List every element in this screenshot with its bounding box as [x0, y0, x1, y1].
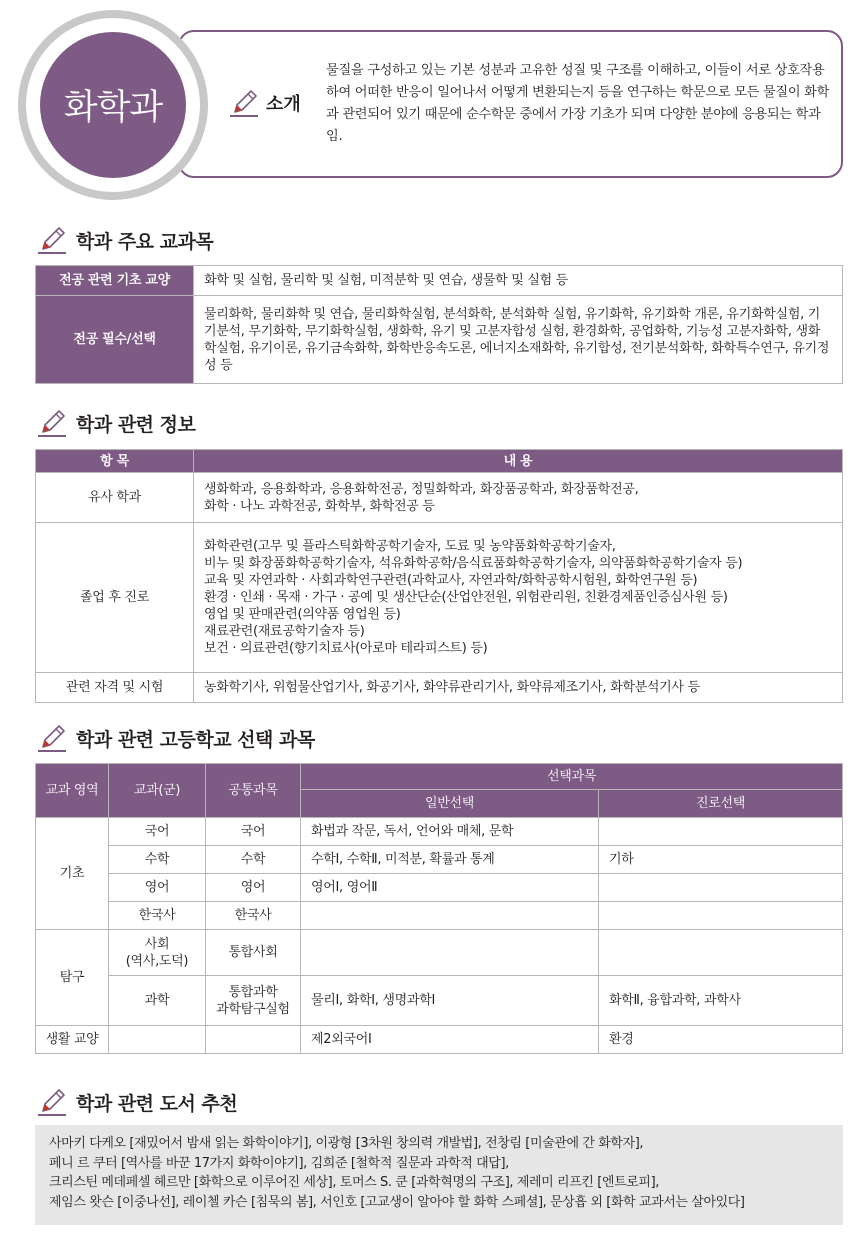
common-cell: 통합사회	[206, 930, 301, 976]
group-cell: 수학	[109, 846, 206, 874]
col-item-header: 항 목	[36, 450, 194, 473]
general-cell: 제2외국어Ⅰ	[301, 1026, 599, 1054]
career-cell	[599, 902, 843, 930]
info-section-title	[36, 408, 195, 438]
area-cell: 탐구	[36, 930, 109, 1026]
table-row	[36, 673, 843, 703]
group-cell	[109, 930, 206, 976]
info-title: 학과 관련 정보	[76, 413, 196, 436]
books-box	[35, 1125, 843, 1225]
hs-subjects-table	[35, 763, 843, 1054]
books-section-title	[36, 1087, 237, 1117]
col-area-header: 교과 영역	[36, 764, 109, 818]
books-title: 학과 관련 도서 추천	[76, 1092, 238, 1115]
table-header-row	[36, 450, 843, 473]
table-row	[36, 266, 843, 296]
pencil-icon	[228, 88, 260, 118]
table-row	[36, 1026, 843, 1054]
common-cell: 영어	[206, 874, 301, 902]
table-row	[36, 296, 843, 384]
career-cell	[599, 818, 843, 846]
table-row	[36, 523, 843, 673]
general-cell: 영어Ⅰ, 영어Ⅱ	[301, 874, 599, 902]
book-line: 페니 르 쿠터 [역사를 바꾼 17가지 화학이야기], 김희준 [철학적 질문과 과학적 대답],	[49, 1155, 509, 1171]
career-cell	[599, 874, 843, 902]
hs-title: 학과 관련 고등학교 선택 과목	[76, 728, 315, 751]
dept-badge	[40, 32, 186, 178]
pencil-icon	[36, 1087, 68, 1117]
row-value: 농화학기사, 위험물산업기사, 화공기사, 화약류관리기사, 화약류제조기사, 화학분석기사 등	[194, 673, 843, 703]
pencil-icon	[36, 723, 68, 753]
col-general-header: 일반선택	[301, 790, 599, 818]
common-cell	[206, 976, 301, 1026]
common-cell: 한국사	[206, 902, 301, 930]
text-line: 과학탐구실험	[216, 1001, 290, 1017]
area-cell: 기초	[36, 818, 109, 930]
courses-section-title	[36, 225, 213, 255]
intro-label-text: 소개	[266, 94, 301, 115]
pencil-icon	[36, 408, 68, 438]
general-cell: 화법과 작문, 독서, 언어와 매체, 문학	[301, 818, 599, 846]
text-line: 교육 및 자연과학 · 사회과학연구관련(과학교사, 자연과학/화학공학시험원, 화학연구원 등)	[204, 573, 698, 588]
col-content-header: 내 용	[194, 450, 843, 473]
text-line: 보건 · 의료관련(향기치료사(아로마 테라피스트) 등)	[204, 641, 488, 656]
row-label: 전공 관련 기초 교양	[36, 266, 194, 296]
group-cell: 국어	[109, 818, 206, 846]
career-cell	[599, 930, 843, 976]
general-cell	[301, 930, 599, 976]
row-label: 유사 학과	[36, 473, 194, 523]
col-elective-header: 선택과목	[301, 764, 843, 790]
text-line: 환경 · 인쇄 · 목재 · 가구 · 공예 및 생산단순(산업안전원, 위험관리원, 친환경제품인증심사원 등)	[204, 590, 728, 605]
group-cell: 과학	[109, 976, 206, 1026]
dept-name: 화학과	[63, 88, 163, 128]
table-row	[36, 874, 843, 902]
info-table	[35, 449, 843, 703]
intro-label	[228, 88, 301, 118]
career-cell: 환경	[599, 1026, 843, 1054]
book-line: 사마키 다케오 [재밌어서 밤새 읽는 화학이야기], 이광형 [3차원 창의력 개발법], 전창림 [미술관에 간 화학자],	[49, 1136, 644, 1151]
text-line: 화학 · 나노 과학전공, 화학부, 화학전공 등	[204, 498, 435, 514]
row-value	[194, 523, 843, 673]
general-cell: 물리Ⅰ, 화학Ⅰ, 생명과학Ⅰ	[301, 976, 599, 1026]
common-cell: 국어	[206, 818, 301, 846]
table-row	[36, 846, 843, 874]
col-career-header: 진로선택	[599, 790, 843, 818]
general-cell: 수학Ⅰ, 수학Ⅱ, 미적분, 확률과 통계	[301, 846, 599, 874]
text-line: 화학관련(고무 및 플라스틱화학공학기술자, 도료 및 농약품화학공학기술자,	[204, 539, 616, 554]
area-cell: 생활 교양	[36, 1026, 109, 1054]
table-row	[36, 902, 843, 930]
career-cell: 기하	[599, 846, 843, 874]
group-cell	[109, 1026, 206, 1054]
group-cell: 영어	[109, 874, 206, 902]
pencil-icon	[36, 225, 68, 255]
text-line: 영업 및 판매관련(의약품 영업원 등)	[204, 607, 401, 622]
col-group-header: 교과(군)	[109, 764, 206, 818]
common-cell	[206, 1026, 301, 1054]
text-line: 사회	[144, 936, 170, 952]
col-common-header: 공통과목	[206, 764, 301, 818]
text-line: (역사,도덕)	[125, 953, 189, 969]
text-line: 재료관련(재료공학기술자 등)	[204, 624, 365, 639]
table-row	[36, 818, 843, 846]
table-header-row	[36, 764, 843, 790]
table-row	[36, 976, 843, 1026]
courses-table	[35, 265, 843, 384]
courses-title: 학과 주요 교과목	[76, 230, 214, 253]
book-line: 제임스 왓슨 [이중나선], 레이첼 카슨 [침묵의 봄], 서인호 [고교생이 알아야 할 화학 스페셜], 문상흡 외 [화학 교과서는 살아있다]	[49, 1194, 745, 1210]
career-cell: 화학Ⅱ, 융합과학, 과학사	[599, 976, 843, 1026]
text-line: 통합과학	[228, 984, 278, 1000]
row-value	[194, 473, 843, 523]
row-label: 전공 필수/선택	[36, 296, 194, 384]
table-row	[36, 930, 843, 976]
row-value: 물리화학, 물리화학 및 연습, 물리화학실험, 분석화학, 분석화학 실험, 유기화학, 유기화학 개론, 유기화학실험, 기기분석, 무기화학, 무기화학실험, 생화학, 유기 및 고분자합성 실험, 환경화학, 공업화학, 기능성 고분자화학, 생화학실험, 유기이론, 유기금속화학, 화학반응속도론, 에너지소재화학, 유기합성, 전기분석화학, 화학특수연구, 유기정성 등	[194, 296, 843, 384]
text-line: 생화학과, 응용화학과, 응용화학전공, 정밀화학과, 화장품공학과, 화장품학전공,	[204, 481, 639, 497]
table-row	[36, 473, 843, 523]
book-line: 크리스틴 메데페셀 헤르만 [화학으로 이루어진 세상], 토머스 S. 쿤 [과학혁명의 구조], 제레미 리프킨 [엔트로피],	[49, 1175, 659, 1190]
intro-text: 물질을 구성하고 있는 기본 성분과 고유한 성질 및 구조를 이해하고, 이들이 서로 상호작용하여 어떠한 반응이 일어나서 어떻게 변환되는지 등을 연구하는 학문으로 모든 물질이 화학과 관련되어 있기 때문에 순수학문 중에서 가장 기초가 되며 다양한 분야에 응용되는 학과임.	[326, 63, 830, 144]
common-cell: 수학	[206, 846, 301, 874]
general-cell	[301, 902, 599, 930]
row-label: 관련 자격 및 시험	[36, 673, 194, 703]
text-line: 비누 및 화장품화학공학기술자, 석유화학공학/음식료품화학공학기술자, 의약품화학공학기술자 등)	[204, 556, 743, 571]
hs-section-title	[36, 723, 315, 753]
group-cell: 한국사	[109, 902, 206, 930]
row-value: 화학 및 실험, 물리학 및 실험, 미적분학 및 연습, 생물학 및 실험 등	[194, 266, 843, 296]
row-label: 졸업 후 진로	[36, 523, 194, 673]
